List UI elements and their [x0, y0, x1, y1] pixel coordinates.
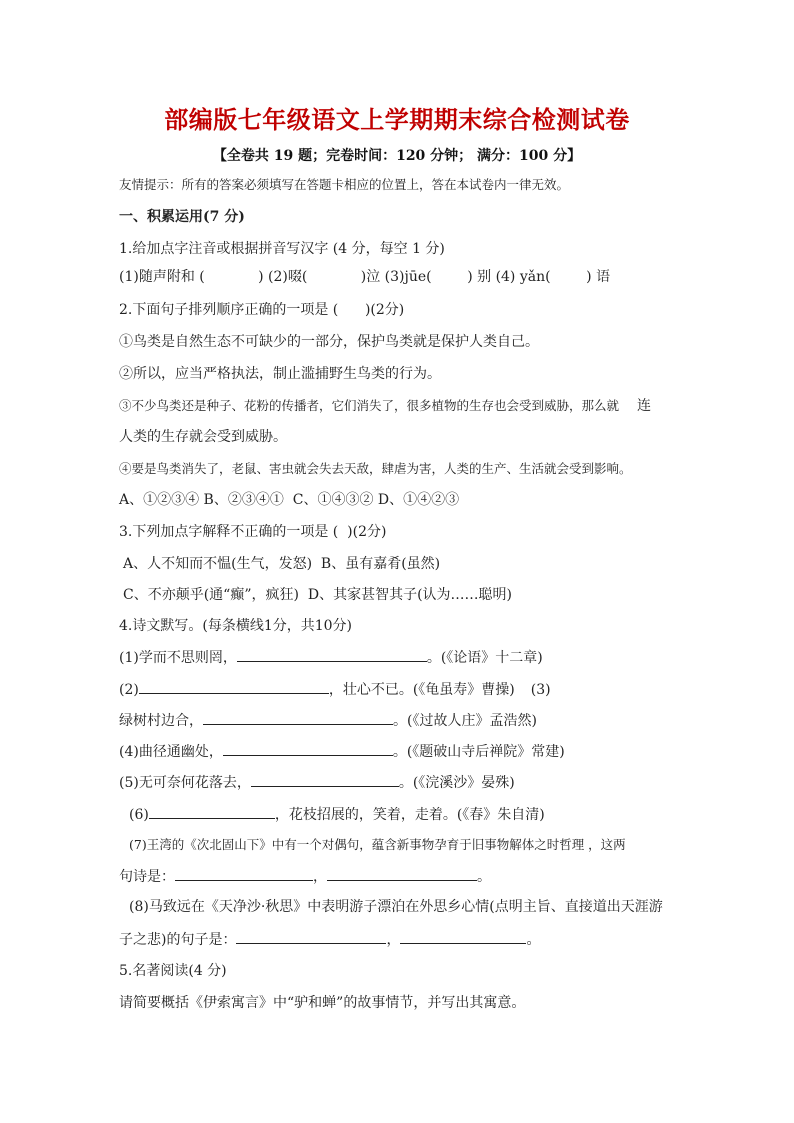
poem-2-source: ，壮心不已。(《龟虽寿》曹操): [328, 682, 515, 698]
question-2-stem: 2.下面句子排列顺序正确的一项是 ( )(2分): [119, 302, 405, 318]
exam-info: 【全卷共 19 题；完卷时间：120 分钟； 满分：100 分】: [212, 148, 582, 164]
poem-6-source: ，花枝招展的，笑着，走着。(《春》朱自清): [274, 807, 545, 823]
poem-line-2: [119, 680, 714, 699]
answer-blank[interactable]: [327, 867, 477, 881]
poem-4-source: 。(《题破山寺后禅院》常建): [392, 744, 565, 760]
comma: ，: [386, 932, 401, 948]
poem-7-prompt: (7)王湾的《次北固山下》中有一个对偶句，蕴含新事物孕育于旧事物解体之时哲理 ，这两: [129, 837, 626, 852]
poem-1-prompt: (1)学而不思则罔，: [119, 650, 237, 666]
poem-line-5: [119, 773, 714, 792]
poem-line-7: [119, 867, 714, 886]
poem-5-prompt: (5)无可奈何花落去，: [119, 775, 251, 791]
question-2-sentence-4: ④要是鸟类消失了，老鼠、害虫就会失去天敌，肆虐为害，人类的生产、生活就会受到影响。: [119, 461, 632, 476]
poem-8-label: 子之悲)的句子是：: [119, 932, 237, 948]
period: 。: [477, 869, 491, 885]
answer-blank[interactable]: [223, 742, 393, 756]
question-3-options-cd: C、不亦颠乎(通“癫”，疯狂) D、其家甚智其子(认为……聪明): [123, 587, 512, 603]
answer-blank[interactable]: [139, 680, 329, 694]
poem-3-source: 。(《过故人庄》孟浩然): [393, 713, 537, 729]
poem-1-source: 。(《论语》十二章): [426, 650, 543, 666]
answer-blank[interactable]: [236, 930, 386, 944]
page-title: 部编版七年级语文上学期期末综合检测试卷: [164, 105, 630, 134]
question-2-sentence-3: [119, 397, 714, 415]
question-3-options-ab: A、人不知而不愠(生气，发怒) B、虽有嘉肴(虽然): [123, 556, 441, 572]
question-2-sentence-3-cont: 人类的生存就会受到威胁。: [119, 429, 287, 445]
answer-blank[interactable]: [203, 711, 393, 725]
question-1-stem: 1.给加点字注音或根据拼音写汉字 (4 分，每空 1 分): [119, 241, 445, 257]
poem-7-label: 句诗是：: [119, 869, 175, 885]
question-2-sentence-1: ①鸟类是自然生态不可缺少的一部分，保护鸟类就是保护人类自己。: [119, 334, 539, 350]
poem-line-1: [119, 648, 714, 667]
answer-blank[interactable]: [149, 805, 275, 819]
question-5-prompt: 请简要概括《伊索寓言》中“驴和蝉”的故事情节，并写出其寓意。: [119, 995, 526, 1011]
poem-3-number: (3): [530, 682, 551, 698]
poem-6-number: (6): [129, 807, 149, 823]
poem-line-4: [119, 742, 714, 761]
answer-blank[interactable]: [175, 867, 313, 881]
answer-blank[interactable]: [400, 930, 526, 944]
section-heading: 一、积累运用(7 分): [119, 209, 245, 225]
answer-blank[interactable]: [251, 773, 399, 787]
poem-8-prompt: (8)马致远在《天净沙·秋思》中表明游子漂泊在外思乡心情(点明主旨、直接道出天涯游: [129, 899, 663, 915]
question-1-items: (1)随声附和 ( ) (2)啜( )泣 (3)jūe( ) 别 (4) yǎn( ) 语: [119, 269, 611, 285]
question-2-options: A、①②③④ B、②③④① C、①④③② D、①④②③: [119, 492, 460, 508]
question-4-stem: 4.诗文默写。(每条横线1分，共10分): [119, 618, 353, 634]
poem-line-3: [119, 711, 714, 730]
answer-blank[interactable]: [237, 648, 427, 662]
poem-line-6: [129, 805, 714, 824]
question-3-stem: 3.下列加点字解释不正确的一项是 ( )(2分): [119, 524, 387, 540]
sentence-3-continuation: 连: [637, 398, 652, 414]
period: 。: [526, 932, 541, 948]
question-2-sentence-2: ②所以，应当严格执法，制止滥捕野生鸟类的行为。: [119, 366, 441, 382]
comma: ，: [313, 869, 327, 885]
notice: 友情提示：所有的答案必须填写在答题卡相应的位置上，答在本试卷内一律无效。: [119, 177, 570, 192]
poem-5-source: 。(《浣溪沙》晏殊): [398, 775, 515, 791]
question-5-stem: 5.名著阅读(4 分): [119, 963, 227, 979]
poem-3-prompt: 绿树村边合，: [119, 713, 203, 729]
poem-4-prompt: (4)曲径通幽处，: [119, 744, 223, 760]
poem-2-number: (2): [119, 682, 139, 698]
sentence-3-text: ③不少鸟类还是种子、花粉的传播者，它们消失了，很多植物的生存也会受到威胁，那么就: [119, 398, 620, 413]
poem-line-8: [119, 930, 714, 949]
